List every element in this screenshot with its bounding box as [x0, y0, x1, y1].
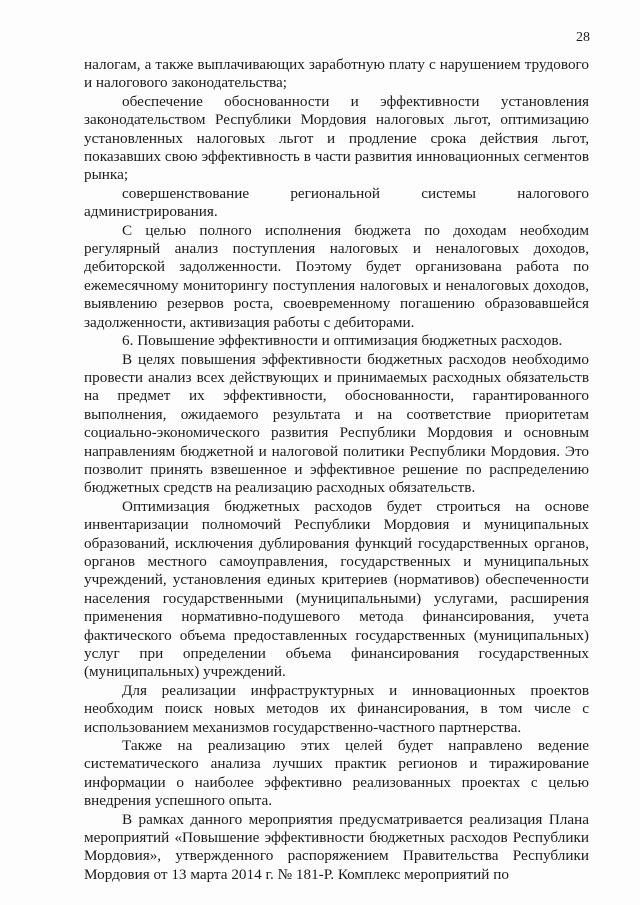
paragraph-section-6-heading: 6. Повышение эффективности и оптимизация бюджетных расходов. [122, 332, 563, 350]
page-number: 28 [576, 30, 590, 45]
paragraph-tax-violations: налогам, а также выплачивающих заработную плату с нарушением трудового и налогового законодательства; [84, 56, 589, 92]
paragraph-expenditure-analysis: В целях повышения эффективности бюджетных расходов необходимо провести анализ всех действующих и принимаемых расходных обязательств на предмет их эффективности, обоснованности, гарантированного выполнения, ожидаемого результата и на соответствие приоритетам социально-экономического развития Республики Мордовия и основным направлениям бюджетной и налоговой политики Республики Мордовия. Это позволит принять взвешенное и эффективное решение по распределению бюджетных средств на реализацию расходных обязательств. [84, 350, 589, 497]
paragraph-infrastructure-projects: Для реализации инфраструктурных и инновационных проектов необходим поиск новых методов их финансирования, в том числе с использованием механизмов государственно-частного партнерства. [84, 681, 589, 736]
paragraph-tax-administration: совершенствование региональной системы налогового администрирования. [84, 184, 589, 221]
paragraph-action-plan: В рамках данного мероприятия предусматривается реализация Плана мероприятий «Повышение эффективности бюджетных расходов Республики Мордовия», утвержденного распоряжением Правительства Республики Мордовия от 13 марта 2014 г. № 181-Р. Комплекс мероприятий по [84, 810, 589, 883]
paragraph-tax-benefits: обеспечение обоснованности и эффективности установления законодательством Республики Мордовия налоговых льгот, оптимизацию установленных налоговых льгот и продление срока действия льгот, показавших свою эффективность в части развития инновационных сегментов рынка; [84, 92, 589, 184]
document-body [84, 56, 589, 884]
paragraph-best-practices: Также на реализацию этих целей будет направлено ведение систематического анализа лучших практик регионов и тиражирование информации о наиболее эффективно реализованных проектах с целью внедрения успешного опыта. [84, 737, 589, 810]
paragraph-expenditure-optimization: Оптимизация бюджетных расходов будет строиться на основе инвентаризации полномочий Республики Мордовия и муниципальных образований, исключения дублирования функций государственных органов, органов местного самоуправления, государственных и муниципальных учреждений, установления единых критериев (нормативов) обеспеченности населения государственными (муниципальными) услугами, расширения применения нормативно-подушевого метода финансирования, учета фактического объема предоставленных государственных (муниципальных) услуг при определении объема финансирования государственных (муниципальных) учреждений. [84, 497, 589, 681]
paragraph-revenue-analysis: С целью полного исполнения бюджета по доходам необходим регулярный анализ поступления налоговых и неналоговых доходов, дебиторской задолженности. Поэтому будет организована работа по ежемесячному мониторингу поступления налоговых и неналоговых доходов, выявлению резервов роста, своевременному погашению образовавшейся задолженности, активизация работы с дебиторами. [84, 221, 589, 331]
